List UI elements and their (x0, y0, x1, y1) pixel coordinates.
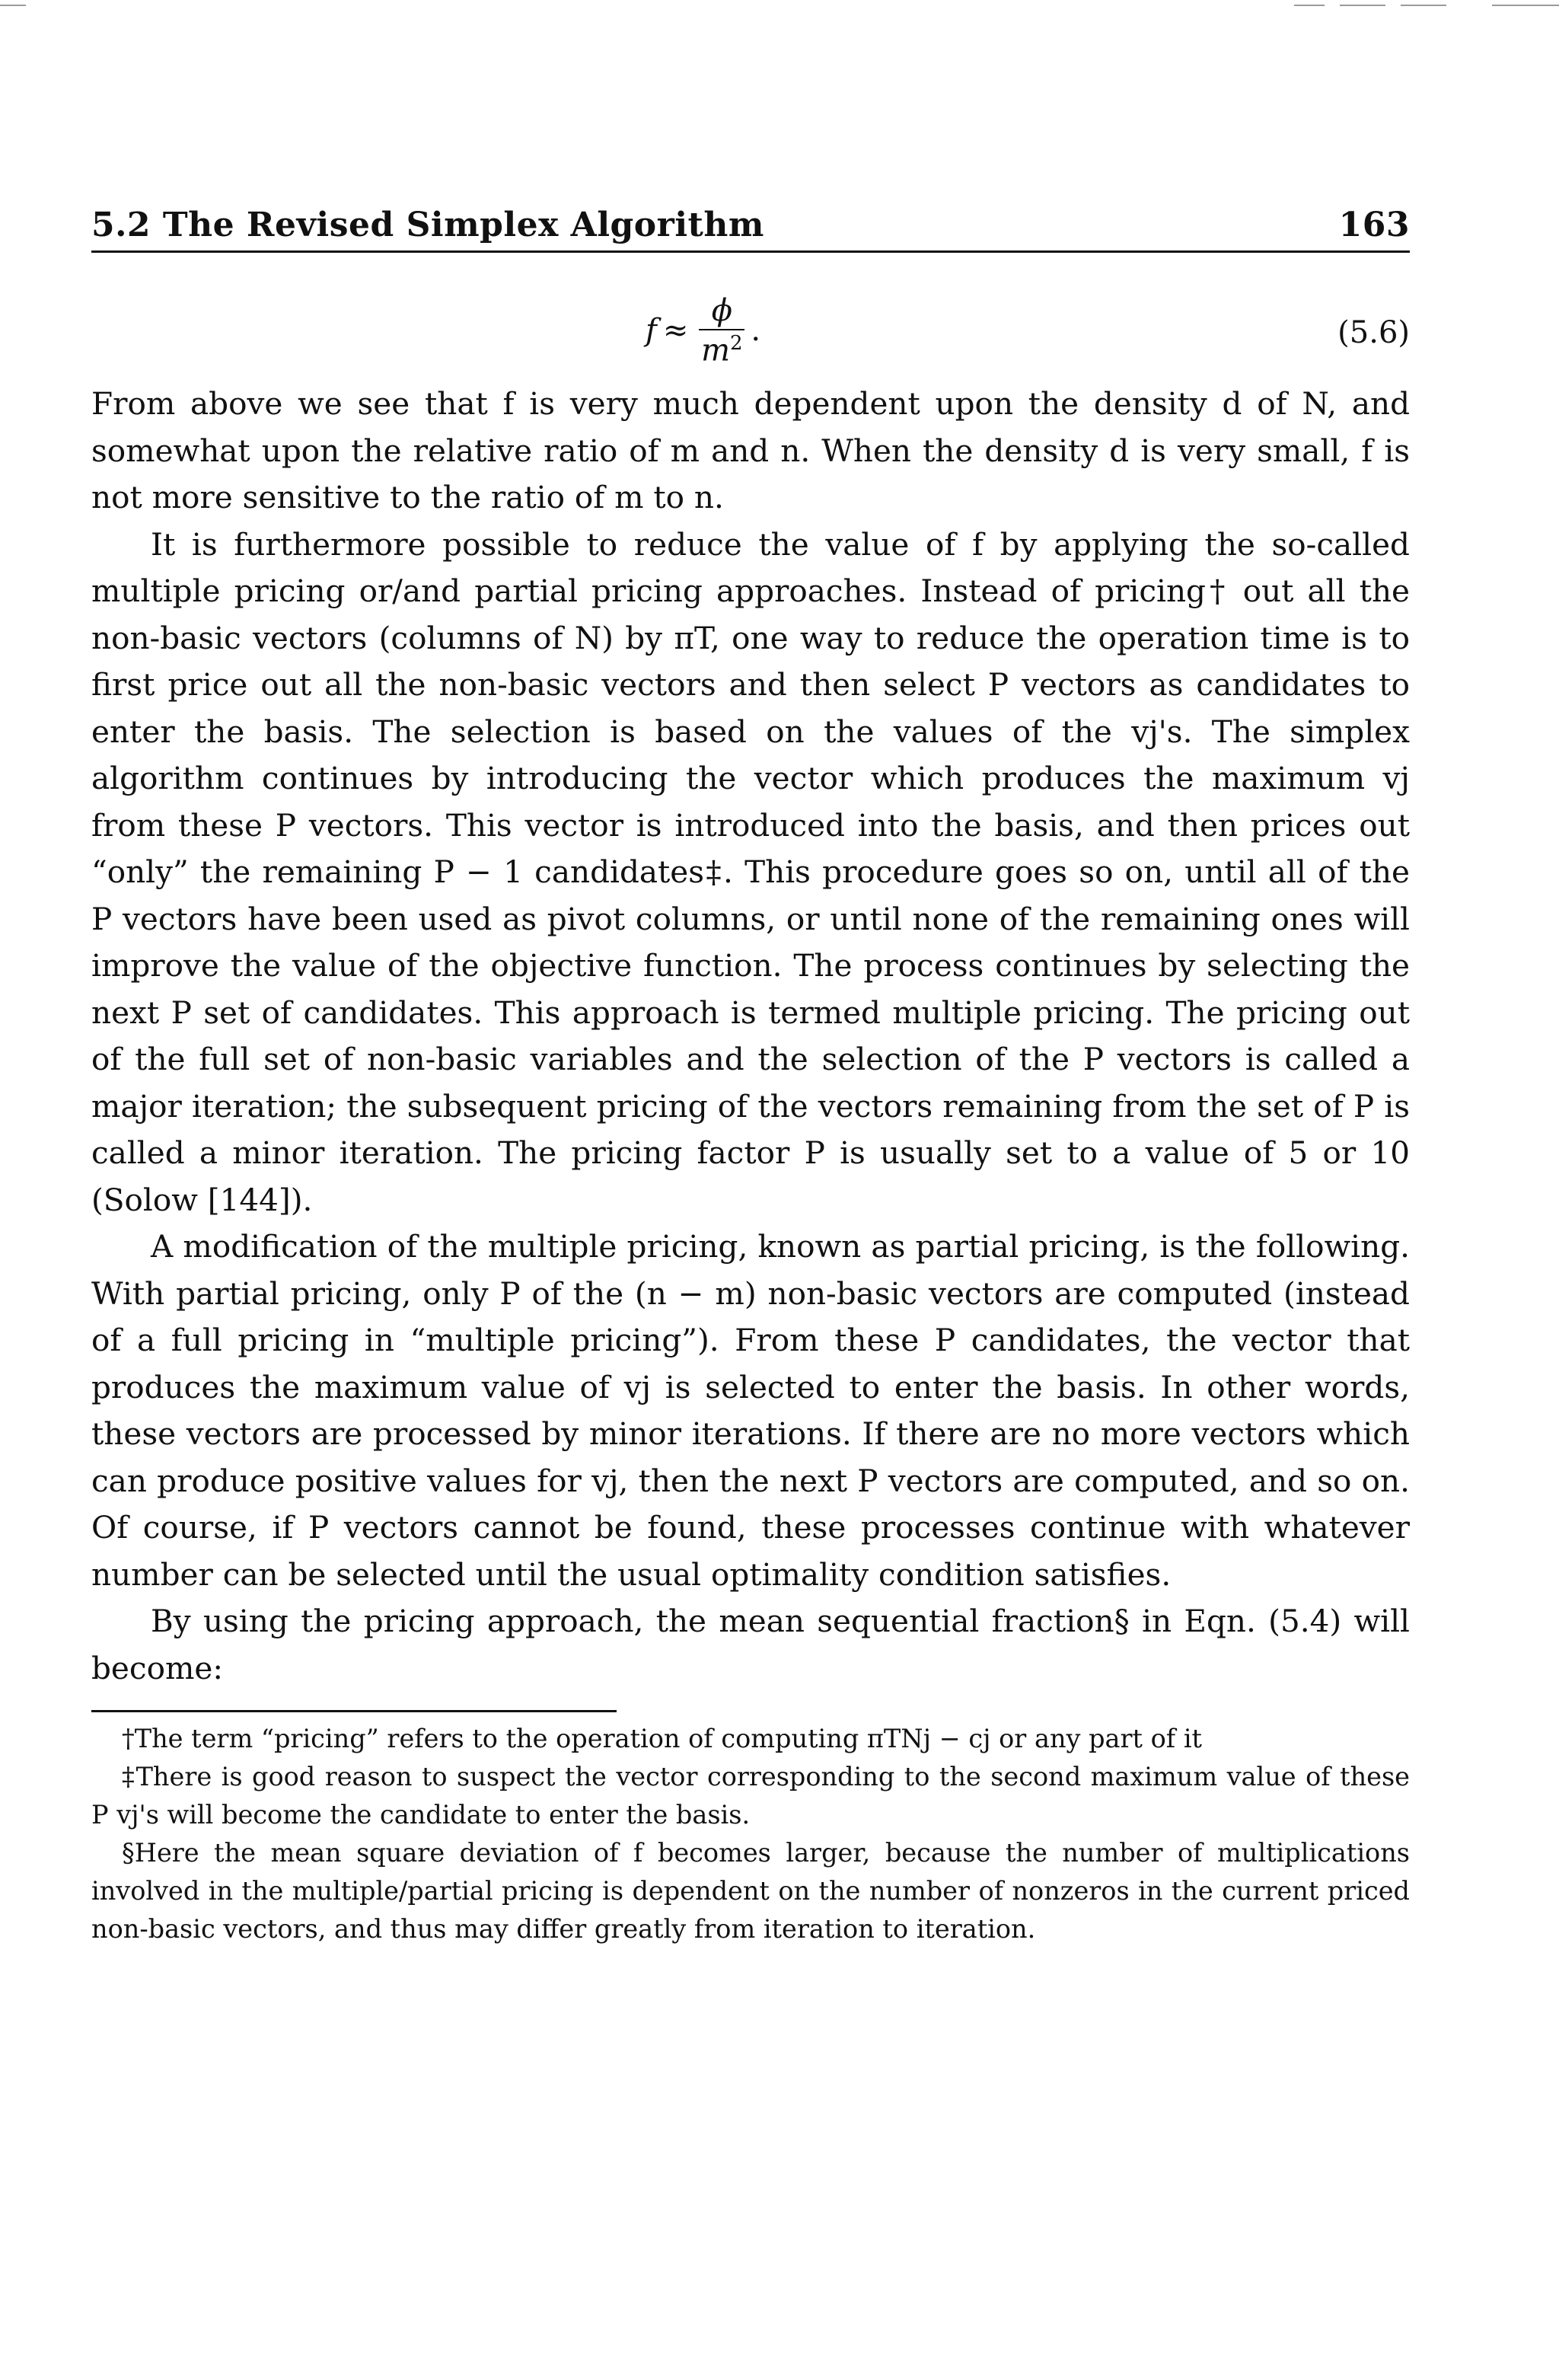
scan-edge-mark-right-2 (1340, 5, 1385, 6)
footnote-rule (91, 1710, 617, 1712)
scan-edge-mark-right-3 (1401, 5, 1446, 6)
footnote-dagger: †The term “pricing” refers to the operation of computing πTNj − cj or any part of it (122, 1724, 1203, 1753)
page-number: 163 (1338, 206, 1410, 244)
fraction-bar (699, 329, 744, 330)
scan-edge-mark-right-1 (1294, 5, 1325, 6)
running-head (91, 206, 1410, 253)
footnote-double-dagger: ‡There is good reason to suspect the vector corresponding to the second maximum value of these P vj's will become the candidate to enter the basis. (91, 1762, 1410, 1830)
paragraph-4: By using the pricing approach, the mean sequential fraction§ in Eqn. (5.4) will become: (91, 1603, 1410, 1686)
book-page (91, 206, 1410, 1948)
paragraph-2: It is furthermore possible to reduce the value of f by applying the so-called multiple pricing or/and partial pricing approaches. Instead of pricing† out all the non-basic vectors (columns of N) by πT, one way to reduce the operation time is to first price out all the non-basic vectors and then select P vectors as candidates to enter the basis. The selection is based on the values of the vj's. The simplex algorithm continues by introducing the vector which produces the maximum vj from these P vectors. This vector is introduced into the basis, and then prices out “only” the remaining P − 1 candidates‡. This procedure goes so on, until all of the P vectors have been used as pivot columns, or until none of the remaining ones will improve the value of the objective function. The process continues by selecting the next P set of candidates. This approach is termed multiple pricing. The pricing out of the full set of non-basic variables and the selection of the P vectors is called a major iteration; the subsequent pricing of the vectors remaining from the set of P is called a minor iteration. The pricing factor P is usually set to a value of 5 or 10 (Solow [144]). (91, 525, 1410, 1218)
scan-edge-mark-left (0, 5, 26, 6)
equation-lhs: f (646, 313, 657, 348)
denominator-exponent: 2 (730, 331, 743, 355)
scan-edge-mark-right-4 (1492, 5, 1559, 6)
equation-fraction (699, 292, 744, 368)
equation-relation: ≈ (662, 313, 689, 348)
equation-body (646, 285, 760, 376)
equation-denominator: $m^2$ (701, 331, 743, 368)
equation-numerator: ϕ (711, 292, 732, 328)
equation-label: (5.6) (1337, 315, 1410, 350)
equation-trailing-dot: . (751, 313, 761, 348)
body-text (91, 381, 1410, 1692)
footnotes (91, 1720, 1410, 1948)
paragraph-1: From above we see that f is very much dependent upon the density d of N, and somewhat upon the relative ratio of m and n. When the density d is very small, f is not more sensitive to the ratio of m to n. (91, 385, 1410, 515)
equation-5-6 (91, 285, 1410, 381)
footnote-section: §Here the mean square deviation of f becomes larger, because the number of multiplications involved in the multiple/partial pricing is dependent on the number of nonzeros in the current priced non-basic vectors, and thus may differ greatly from iteration to iteration. (91, 1838, 1410, 1944)
paragraph-3: A modification of the multiple pricing, known as partial pricing, is the following. With partial pricing, only P of the (n − m) non-basic vectors are computed (instead of a full pricing in “multiple pricing”). From these P candidates, the vector that produces the maximum value of vj is selected to enter the basis. In other words, these vectors are processed by minor iterations. If there are no more vectors which can produce positive values for vj, then the next P vectors are computed, and so on. Of course, if P vectors cannot be found, these processes continue with whatever number can be selected until the usual optimality condition satisfies. (91, 1228, 1410, 1593)
section-title: 5.2 The Revised Simplex Algorithm (91, 206, 764, 244)
